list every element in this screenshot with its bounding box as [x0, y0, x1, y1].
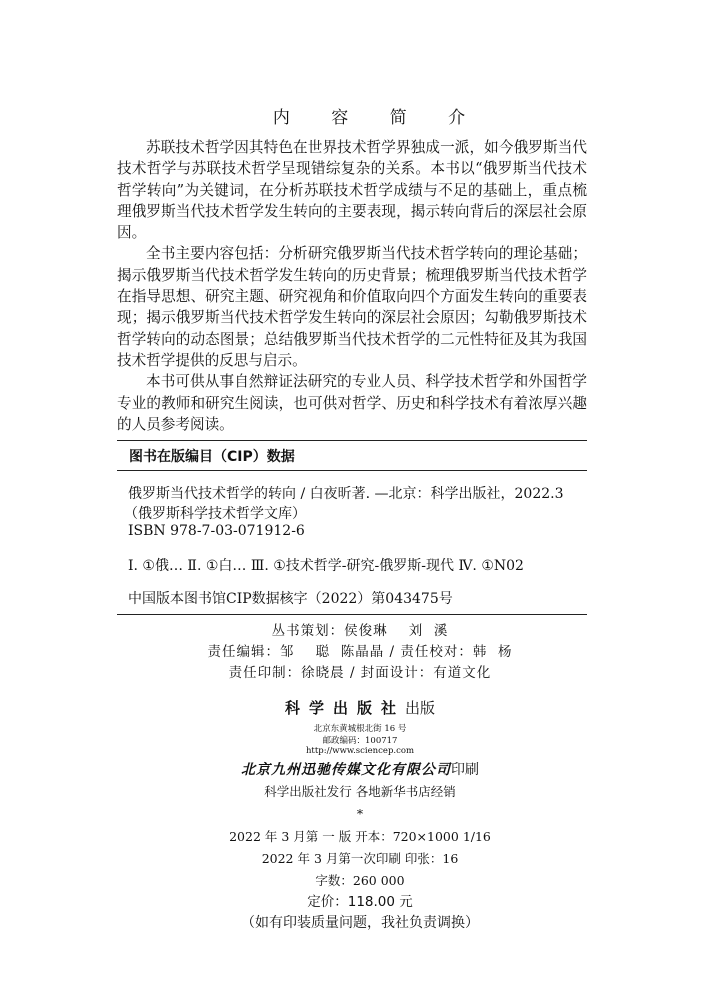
editors: 责任编辑：邹 聪 陈晶晶 / 责任校对：韩 杨	[207, 644, 513, 660]
quality-note: （如有印装质量问题，我社负责调换）	[241, 915, 479, 931]
word-count: 字数：260 000	[315, 873, 405, 888]
divider-cip-title	[117, 470, 587, 471]
print-and-design: 责任印制：徐晓晨 / 封面设计：有道文化	[228, 665, 492, 681]
publisher-suffix: 出版	[405, 699, 436, 717]
cip-classification: Ⅰ. ①俄… Ⅱ. ①白… Ⅲ. ①技术哲学-研究-俄罗斯-现代 Ⅳ. ①N02	[128, 558, 524, 574]
separator-star: *	[356, 806, 364, 821]
intro-paragraph: 苏联技术哲学因其特色在世界技术哲学界独成一派，如今俄罗斯当代技术哲学与苏联技术哲学呈现错综复杂的关系。本书以“俄罗斯当代技术哲学转向”为关键词，在分析苏联技术哲学成绩与不足的基础上，重点梳理俄罗斯当代技术哲学发生转向的主要表现，揭示转向背后的深层社会原因。	[117, 139, 587, 242]
introduction	[117, 137, 587, 435]
publisher-line	[0, 697, 720, 718]
cip-line: 俄罗斯当代技术哲学的转向 / 白夜昕著. —北京：科学出版社，2022.3	[128, 486, 564, 502]
publisher-address: 北京东黄城根北街 16 号	[313, 724, 407, 734]
cip-title: 图书在版编目（CIP）数据	[129, 449, 295, 465]
publisher-postcode: 邮政编码：100717	[322, 736, 398, 746]
divider-top	[117, 440, 587, 441]
price: 定价：118.00 元	[307, 894, 413, 910]
publisher-website: http://www.sciencep.com	[305, 746, 415, 756]
publisher-name: 科学出版社	[284, 699, 405, 717]
distribution: 科学出版社发行 各地新华书店经销	[264, 784, 456, 799]
intro-paragraph: 全书主要内容包括：分析研究俄罗斯当代技术哲学转向的理论基础；揭示俄罗斯当代技术哲学发生转向的历史背景；梳理俄罗斯当代技术哲学在指导思想、研究主题、研究视角和价值取向四个方面发生转向的重要表现；揭示俄罗斯当代技术哲学发生转向的深层社会原因；勾勒俄罗斯技术哲学转向的动态图景；总结俄罗斯当代技术哲学的二元性特征及其为我国技术哲学提供的反思与启示。	[117, 245, 587, 369]
cip-series: （俄罗斯科学技术哲学文库）	[124, 506, 306, 522]
printer-suffix: 印刷	[451, 762, 479, 778]
cip-isbn: ISBN 978-7-03-071912-6	[128, 523, 305, 539]
section-title: 内 容 简 介	[272, 108, 484, 128]
printer-line	[0, 759, 720, 779]
intro-paragraph: 本书可供从事自然辩证法研究的专业人员、科学技术哲学和外国哲学专业的教师和研究生阅读，也可供对哲学、历史和科学技术有着浓厚兴趣的人员参考阅读。	[117, 373, 587, 433]
printing-info: 2022 年 3 月第一次印刷 印张：16	[261, 851, 459, 866]
series-planner: 丛书策划：侯俊琳 刘 溪	[271, 623, 449, 639]
cip-verification: 中国版本图书馆CIP数据核字（2022）第043475号	[128, 591, 453, 607]
printer-name: 北京九州迅驰传媒文化有限公司	[241, 762, 451, 778]
divider-bottom	[117, 614, 587, 615]
edition-info: 2022 年 3 月第 一 版 开本：720×1000 1/16	[229, 829, 491, 844]
